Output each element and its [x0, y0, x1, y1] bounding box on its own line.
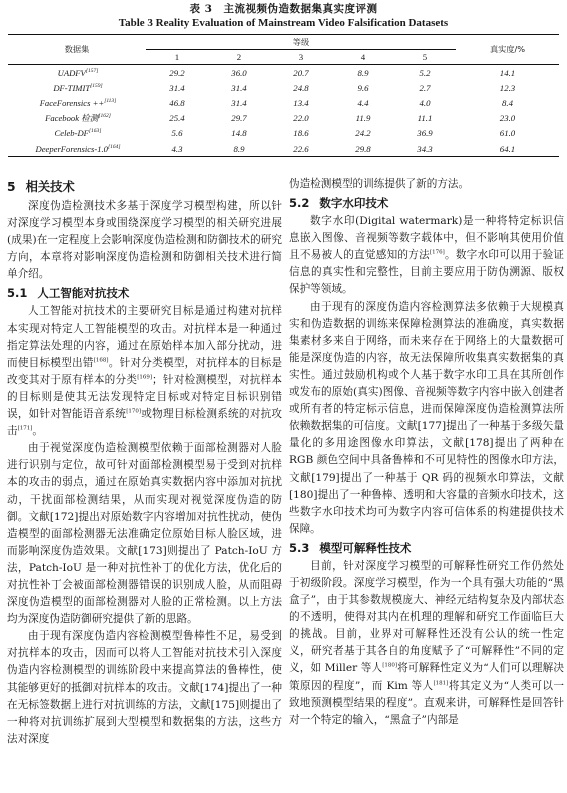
- table-cell: 4.3: [146, 141, 208, 157]
- table-cell: 4.0: [419, 97, 431, 108]
- left-column: [7, 176, 282, 748]
- table-cell: 31.4: [169, 82, 185, 93]
- table-cell: 2.7: [419, 82, 431, 93]
- table-cell: 31.4: [231, 97, 247, 108]
- header-reality: 真实度/%: [456, 35, 559, 65]
- paragraph: 由于视觉深度伪造检测模型依赖于面部检测器对人脸进行识别与定位，故可针对面部检测模型易于受到对抗样本的攻击的弱点，通过在原始真实数据内容中添加对抗扰动，干扰面部检测结果，从而实现对视觉深度伪造的防御。文献[172]提出对原始数字内容增加对抗性扰动，使伪造模型的面部检测器无法准确定位原始目标人脸区域，进而影响深度伪造效果。文献[173]则提出了 Patch-IoU 方法，Patch-IoU 是一种对抗性补丁的优化方法，优化后的对抗性补丁会被面部检测器错误的识别成人脸，从而阻碍深度伪造模型的面部检测器对人脸的正常检测。以上方法均为深度伪造防御研究提供了新的思路。: [7, 442, 282, 626]
- dataset-name: Facebook 检测[162]: [45, 113, 111, 124]
- table-cell: 14.8: [231, 128, 247, 139]
- table-cell: 24.8: [293, 82, 309, 93]
- table-caption-en: Table 3 Reality Evaluation of Mainstream Video Falsification Datasets: [118, 17, 449, 29]
- table-cell: 13.4: [293, 97, 309, 108]
- paragraph: 深度伪造检测技术多基于深度学习模型构建，所以针对深度学习模型本身或围绕深度学习模型的相关研究进展(成果)在一定程度上会影响深度伪造检测和防御技术的研究方向，本章将对影响深度伪造检测和防御相关技术进行简单介绍。: [7, 200, 282, 281]
- table-cell: 36.0: [231, 67, 247, 78]
- section-heading: 5 相关技术: [7, 180, 75, 194]
- table-cell: 8.9: [357, 67, 369, 78]
- table-cell: 8.9: [208, 141, 270, 157]
- dataset-name: FaceForensics ++[113]: [39, 97, 117, 108]
- subsection-heading: 5.1 人工智能对抗技术: [7, 286, 130, 301]
- table-cell: 31.4: [231, 82, 247, 93]
- table-cell: 25.4: [169, 113, 185, 124]
- dataset-name: UADFV[157]: [57, 67, 99, 78]
- reality-evaluation-table: [8, 34, 559, 157]
- table-caption-cn: 表 3 主流视频伪造数据集真实度评测: [189, 3, 378, 15]
- table-cell: 11.9: [355, 113, 371, 124]
- table-row: [8, 65, 559, 81]
- dataset-name: DF-TIMIT[159]: [53, 82, 103, 93]
- table-row: [8, 141, 559, 157]
- paragraph: 目前，针对深度学习模型的可解释性研究工作仍然处于初级阶段。深度学习模型，作为一个具有强大功能的“黑盒子”，由于其参数规模庞大、神经元结构复杂及内部状态的不透明，使得对其内在机理的理解和研究工作面临巨大的挑战。目前，业界对可解释性还没有公认的统一性定义，研究者基于其各自的角度赋予了“可解释性”不同的定义，如 Miller 等人[180]将可解释性定义为“人们可以理解决策原因的程度”，而 Kim 等人[181]将其定义为“人类可以一致地预测模型结果的程度”。直观来讲，可解释性是回答针对一个特定的输入，“黑盒子”内部是: [289, 559, 564, 726]
- table-cell: 29.7: [231, 113, 247, 124]
- paragraph: 数字水印(Digital watermark)是一种将特定标识信息嵌入图像、音视频等数字载体中，但不影响其使用价值且不易被人的直觉感知的方法[176]。数字水印可以用于验证信息的真实性和完整性，目前主要应用于防伪溯源、版权保护等领域。: [289, 215, 565, 296]
- table-cell: 22.0: [293, 113, 309, 124]
- table-cell: 12.3: [499, 82, 516, 93]
- table-cell: 9.6: [357, 82, 369, 93]
- table-cell: 23.0: [499, 113, 516, 124]
- header-level: 4: [332, 50, 394, 65]
- table-row: [8, 80, 559, 95]
- table-cell: 29.8: [332, 141, 394, 157]
- table-row: [8, 111, 559, 126]
- table-cell: 18.6: [293, 128, 309, 139]
- header-grade: 等级: [146, 35, 456, 50]
- header-level: 5: [394, 50, 456, 65]
- paragraph: 由于现有深度伪造内容检测模型鲁棒性不足，易受到对抗样本的攻击，因而可以将人工智能对抗技术引入深度伪造内容检测模型的训练阶段中来提高算法的鲁棒性，使其能够更好的抵御对抗样本的攻击。文献[174]提出了一种在无标签数据上进行对抗训练的方法，文献[175]则提出了一种将对抗训练扩展到大型模型和数据集的方法，这些方法对深度: [7, 630, 282, 745]
- table-cell: 4.4: [357, 97, 369, 108]
- paragraph: 由于现有的深度伪造内容检测算法多依赖于大规模真实和伪造数据的训练来保障检测算法的准确度，真实数据集素材多来自于网络，而未来存在于网络上的大量数据可能是深度伪造的内容，故无法保障所收集真实数据集的真实性。通过鼓励机构或个人基于数字水印工具在其所创作或发布的原始(真实)图像、音视频等数字内容中嵌入创建者或所有者的特定标示信息，进而保障深度伪造检测算法所依赖数据集的可信度。文献[177]提出了一种基于多级矢量量化的多用途图像水印算法，文献[178]提出了两种在 RGB 颜色空间中具备鲁棒和不可见特性的图像水印方法，文献[179]提出了一种基于 QR 码的视频水印算法，文献[180]提出了一种鲁棒、透明和大容量的音频水印技术，这些数字水印技术均可为数字内容可信体系的构建提供技术保障。: [289, 300, 564, 535]
- header-dataset: 数据集: [8, 35, 146, 65]
- subsection-heading: 5.2 数字水印技术: [289, 196, 389, 211]
- table-cell: 61.0: [499, 128, 516, 139]
- table-cell: 22.6: [270, 141, 332, 157]
- paragraph: 人工智能对抗技术的主要研究目标是通过构建对抗样本实现对特定人工智能模型的攻击。对抗样本是一种通过指定算法处理的内容，通过在原始样本加入部分扰动，进而使目标模型出错[168]。针对分类模型，对抗样本的目标是改变其对于原有样本的分类[169]；针对检测模型，对抗样本的目标则是使其无法发现特定目标或对特定目标识别错误，如针对智能语音系统[170]或物理目标检测系统的对抗攻击[171]。: [7, 305, 283, 438]
- table-cell: 20.7: [293, 67, 309, 78]
- table-cell: 34.3: [394, 141, 456, 157]
- paragraph: 伪造检测模型的训练提供了新的方法。: [289, 178, 470, 190]
- table-cell: 24.2: [355, 128, 371, 139]
- header-level: 3: [270, 50, 332, 65]
- table-cell: 8.4: [502, 97, 513, 108]
- table-cell: 36.9: [417, 128, 433, 139]
- table-row: [8, 126, 559, 141]
- table-row: [8, 95, 559, 110]
- header-level: 2: [208, 50, 270, 65]
- header-level: 1: [146, 50, 208, 65]
- table-cell: 5.6: [171, 128, 183, 139]
- table-cell: 14.1: [499, 67, 516, 78]
- dataset-name: DeeperForensics-1.0[164]: [8, 141, 146, 157]
- right-column: [289, 176, 564, 729]
- table-cell: 5.2: [419, 67, 431, 78]
- table-cell: 46.8: [169, 97, 185, 108]
- table-cell: 11.1: [417, 113, 433, 124]
- subsection-heading: 5.3 模型可解释性技术: [289, 540, 412, 555]
- dataset-name: Celeb-DF[163]: [54, 128, 102, 139]
- table-cell: 64.1: [456, 141, 559, 157]
- table-cell: 29.2: [169, 67, 185, 78]
